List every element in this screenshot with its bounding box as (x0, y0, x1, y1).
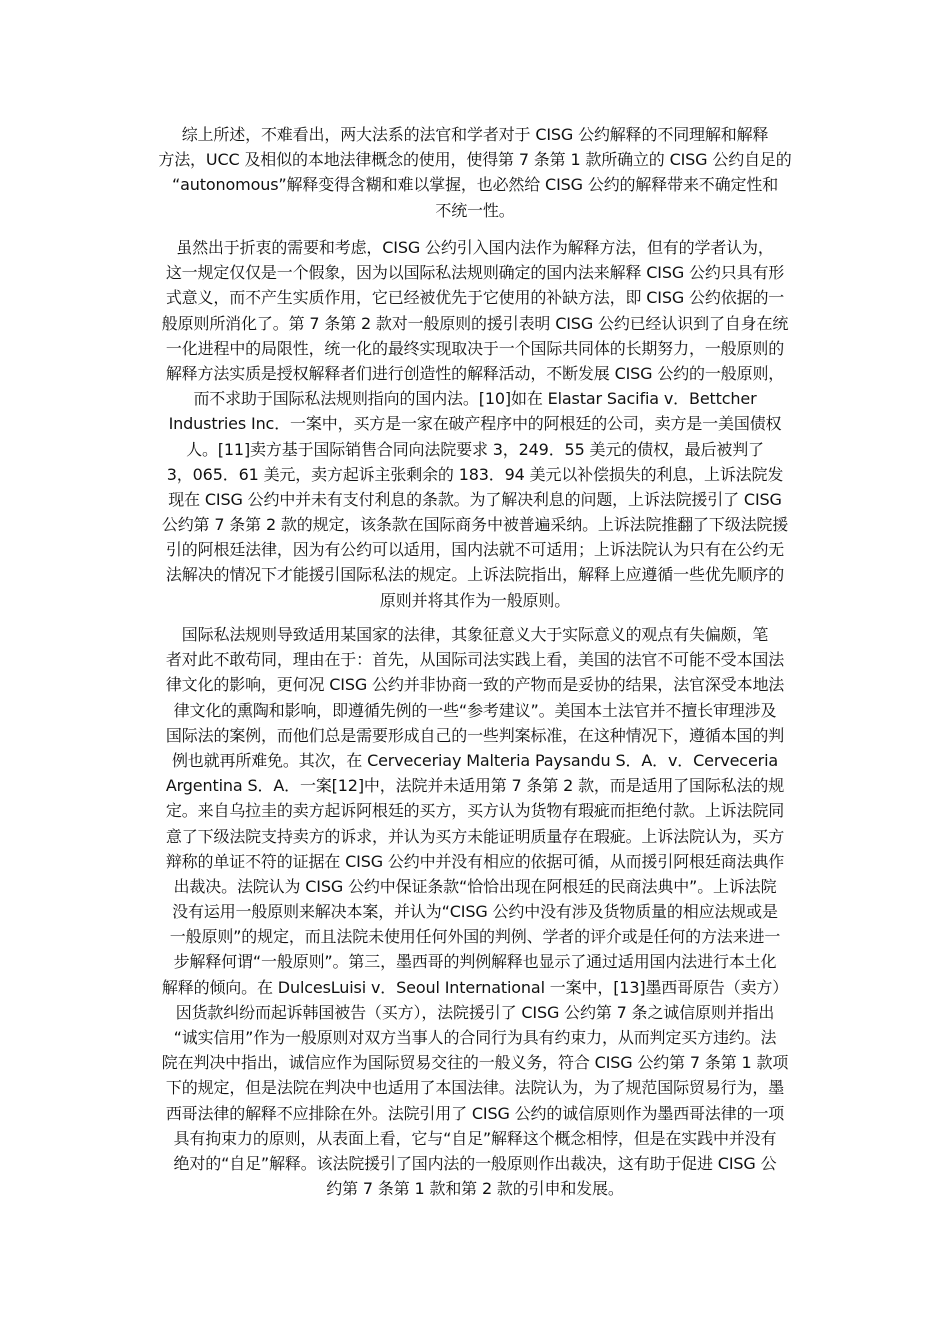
text-line: 定。来自乌拉圭的卖方起诉阿根廷的买方，买方认为货物有瑕疵而拒绝付款。上诉法院同 (165, 801, 785, 821)
text-line: 这一规定仅仅是一个假象，因为以国际私法规则确定的国内法来解释 CISG 公约只具有形 (165, 263, 785, 283)
text-line: 律文化的熏陶和影响，即遵循先例的一些“参考建议”。美国本土法官并不擅长审理涉及 (173, 700, 777, 720)
text-line: “诚实信用”作为一般原则对双方当事人的合同行为具有约束力，从而判定买方违约。法 (173, 1028, 777, 1047)
text-line: 现在 CISG 公约中并未有支付利息的条款。为了解决利息的问题，上诉法院援引了 CISG (168, 489, 782, 509)
text-line: 约第 7 条第 1 款和第 2 款的引申和发展。 (326, 1179, 624, 1199)
text-line: 下的规定，但是法院在判决中也适用了本国法律。法院认为，为了规范国际贸易行为，墨 (165, 1078, 785, 1098)
text-line: 公约第 7 条第 2 款的规定，该条款在国际商务中被普遍采纳。上诉法院推翻了下级法院援 (161, 515, 789, 535)
text-line: 国际法的案例，而他们总是需要形成自己的一些判案标准，在这种情况下，遵循本国的判 (165, 725, 785, 745)
text-line: 因货款纠纷而起诉韩国被告（买方），法院援引了 CISG 公约第 7 条之诚信原则并指出 (175, 1002, 775, 1022)
text-line: 出裁决。法院认为 CISG 公约中保证条款“恰恰出现在阿根廷的民商法典中”。上诉法院 (173, 876, 777, 896)
text-line: 院在判决中指出，诚信应作为国际贸易交往的一般义务，符合 CISG 公约第 7 条第 1 款项 (161, 1053, 789, 1073)
text-line: Industries Inc．一案中，买方是一家在破产程序中的阿根廷的公司，卖方是一美国债权 (168, 414, 782, 434)
text-line: 法解决的情况下才能援引国际私法的规定。上诉法院指出，解释上应遵循一些优先顺序的 (165, 565, 785, 585)
text-line: 意了下级法院支持卖方的诉求，并认为买方未能证明质量存在瑕疵。上诉法院认为，买方 (165, 826, 785, 846)
text-line: 虽然出于折衷的需要和考虑，CISG 公约引入国内法作为解释方法，但有的学者认为， (176, 238, 774, 257)
text-line: 不统一性。 (435, 200, 515, 220)
text-line: 没有运用一般原则来解决本案，并认为“CISG 公约中没有涉及货物质量的相应法规或是 (172, 902, 778, 922)
text-line: 般原则所消化了。第 7 条第 2 款对一般原则的援引表明 CISG 公约已经认识到了自身在统 (161, 313, 789, 333)
text-line: 西哥法律的解释不应排除在外。法院引用了 CISG 公约的诚信原则作为墨西哥法律的一项 (165, 1103, 785, 1123)
text-line: 一般原则”的规定，而且法院未使用任何外国的判例、学者的评介或是任何的方法来进一 (169, 927, 781, 947)
text-line: 律文化的影响，更何况 CISG 公约并非协商一致的产物而是妥协的结果，法官深受本地法 (165, 675, 785, 695)
text-line: 人。[11]卖方基于国际销售合同向法院要求 3，249．55 美元的债权，最后被判了 (186, 439, 764, 459)
paragraph-3 (146, 622, 804, 1201)
text-line: 辩称的单证不符的证据在 CISG 公约中并没有相应的依据可循，从而援引阿根廷商法典作 (165, 851, 785, 871)
text-line: 引的阿根廷法律，因为有公约可以适用，国内法就不可适用；上诉法院认为只有在公约无 (165, 540, 785, 560)
text-line: 解释的倾向。在 DulcesLuisi v．Seoul International 一案中，[13]墨西哥原告（卖方） (161, 977, 789, 997)
text-line: “autonomous”解释变得含糊和难以掌握，也必然给 CISG 公约的解释带来不确定性和 (171, 175, 779, 195)
text-line: 一化进程中的局限性，统一化的最终实现取决于一个国际共同体的长期努力，一般原则的 (165, 338, 785, 358)
text-line: 例也就再所难免。其次，在 Cerveceriay Malteria Paysandu S．A．v．Cerveceria (171, 750, 779, 770)
text-line: 3，065．61 美元，卖方起诉主张剩余的 183．94 美元以补偿损失的利息，上诉法院发 (166, 464, 784, 484)
text-line: 方法，UCC 及相似的本地法律概念的使用，使得第 7 条第 1 款所确立的 CISG 公约自足的 (158, 150, 792, 170)
text-line: 者对此不敢苟同，理由在于：首先，从国际司法实践上看，美国的法官不可能不受本国法 (165, 650, 785, 670)
text-line: 绝对的“自足”解释。该法院援引了国内法的一般原则作出裁决，这有助于促进 CISG 公 (173, 1153, 777, 1173)
text-line: 具有拘束力的原则，从表面上看，它与“自足”解释这个概念相悖，但是在实践中并没有 (173, 1128, 777, 1148)
text-line: 步解释何谓“一般原则”。第三，墨西哥的判例解释也显示了通过适用国内法进行本土化 (173, 952, 777, 972)
text-line: 国际私法规则导致适用某国家的法律，其象征意义大于实际意义的观点有失偏颇，笔 (181, 625, 769, 644)
text-line: 而不求助于国际私法规则指向的国内法。[10]如在 Elastar Sacifia v．Bettcher (193, 389, 757, 409)
text-line: 式意义，而不产生实质作用，它已经被优先于它使用的补缺方法，即 CISG 公约依据的一 (165, 288, 785, 308)
text-line: 解释方法实质是授权解释者们进行创造性的解释活动，不断发展 CISG 公约的一般原则， (165, 363, 785, 383)
text-line: Argentina S．A．一案[12]中，法院并未适用第 7 条第 2 款，而是适用了国际私法的规 (165, 776, 785, 796)
text-line: 综上所述，不难看出，两大法系的法官和学者对于 CISG 公约解释的不同理解和解释 (181, 125, 769, 144)
paragraph-1 (146, 122, 804, 223)
paragraph-2 (146, 235, 804, 613)
text-line: 原则并将其作为一般原则。 (379, 590, 571, 610)
